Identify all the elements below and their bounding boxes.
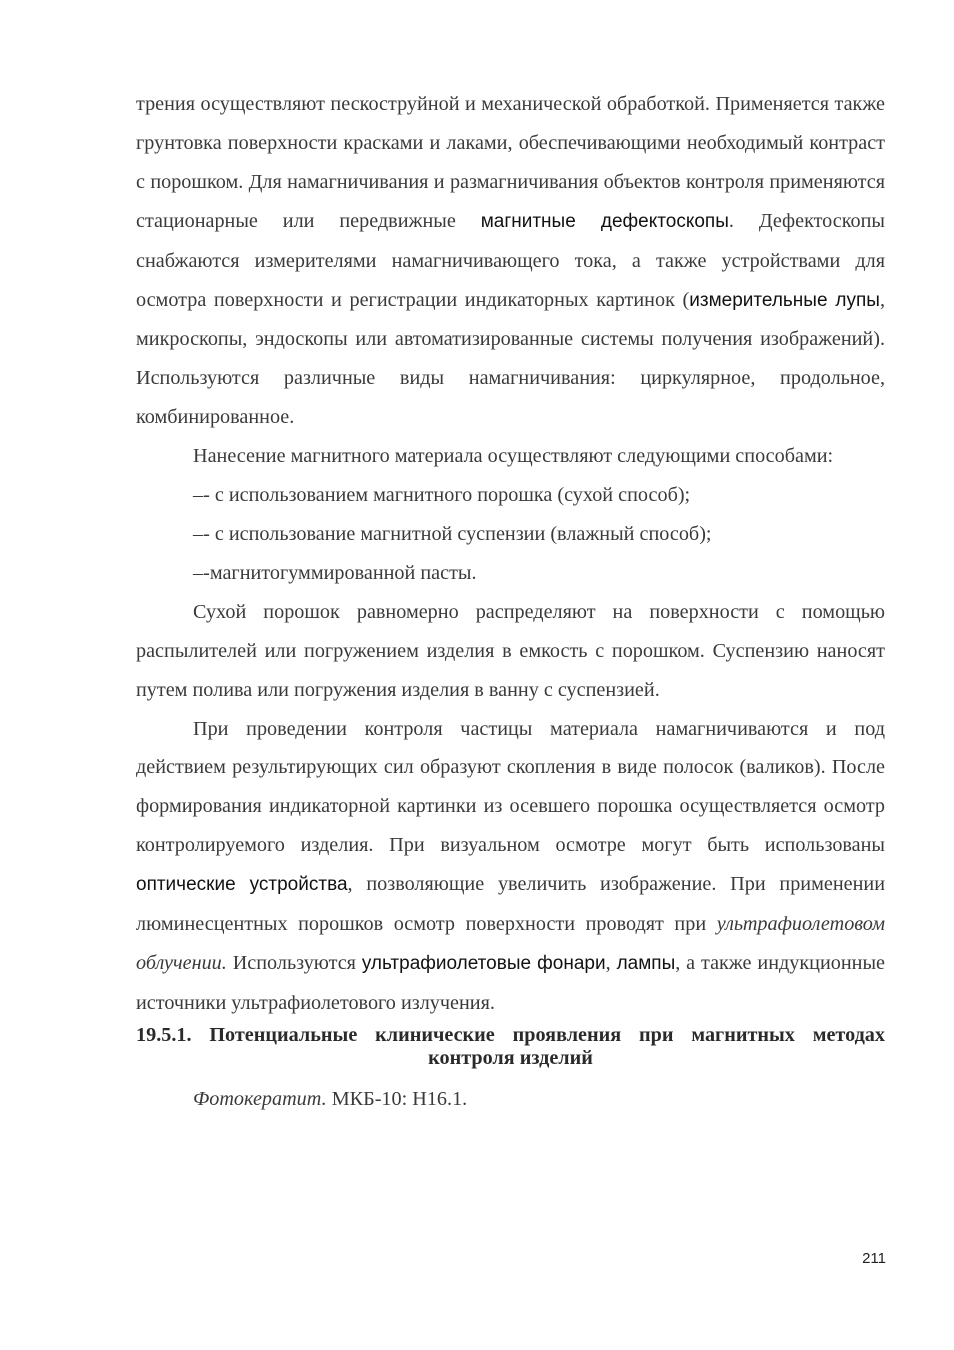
page-body [136,85,885,1119]
section-heading [136,1024,885,1080]
list-item: –-магнитогуммированной пасты. [193,561,477,584]
term-measuring-magnifiers: измерительные лупы [689,289,880,311]
page-number: 211 [862,1250,886,1267]
paragraph-2: Нанесение магнитного материала осуществляют следующими способами: [193,445,834,468]
paragraph-4-text-3: Используются [226,951,362,974]
term-uv-irradiation: ультрафиолетовом облучении. [136,913,885,974]
paragraph-4-text-2: , позволяющие увеличить изображение. При применении люминесцентных порошков осмотр поверхности проводят при [136,873,885,936]
paragraph-1 [136,85,885,437]
paragraph-5-text: МКБ-10: H16.1. [326,1087,468,1110]
paragraph-4-text-5: , а также индукционные источники ультрафиолетового излучения. [136,951,885,1014]
paragraph-1-text-2: . Дефектоскопы снабжаются измерителями намагничивающего тока, а также устройствами для осмотра поверхности и регистрации индикаторных картинок ( [136,209,885,311]
term-optical-devices: оптические устройства [136,874,348,896]
paragraph-3: Сухой порошок равномерно распределяют на поверхности с помощью распылителей или погружением изделия в емкость с порошком. Суспензию наносят путем полива или погружения изделия в ванну с суспензией. [136,600,885,701]
section-heading-line-2: контроля изделий [428,1046,593,1069]
list-item: –- с использованием магнитного порошка (сухой способ); [193,484,691,507]
term-uv-lanterns: ультрафиолетовые фонари [361,952,606,974]
term-lamps: лампы [616,952,676,974]
paragraph-4 [136,710,885,1023]
section-heading-line-1: 19.5.1. Потенциальные клинические проявления при магнитных методах [136,1023,885,1046]
paragraph-1-text-1: трения осуществляют пескоструйной и механической обработкой. Применяется также грунтовка поверхности красками и лаками, обеспечивающими необходимый контраст с порошком. Для намагничивания и размагничивания объектов контроля применяются стационарные или передвижные [136,93,885,232]
paragraph-4-text-1: При проведении контроля частицы материала намагничиваются и под действием результирующих сил образуют скопления в виде полосок (валиков). После формирования индикаторной картинки из осевшего порошка осуществляется осмотр контролируемого изделия. При визуальном осмотре могут быть использованы [136,717,885,857]
term-photokeratitis: Фотокератит. [193,1087,327,1110]
paragraph-5 [136,1080,885,1119]
paragraph-4-text-4: , [605,951,617,974]
list-item: –- с использование магнитной суспензии (влажный способ); [193,522,712,545]
term-magnetic-flaw-detectors: магнитные дефектоскопы [480,210,729,232]
paragraph-1-text-3: , микроскопы, эндоскопы или автоматизированные системы получения изображений). Используются различные виды намагничивания: циркулярное, продольное, комбинированное. [136,288,885,429]
